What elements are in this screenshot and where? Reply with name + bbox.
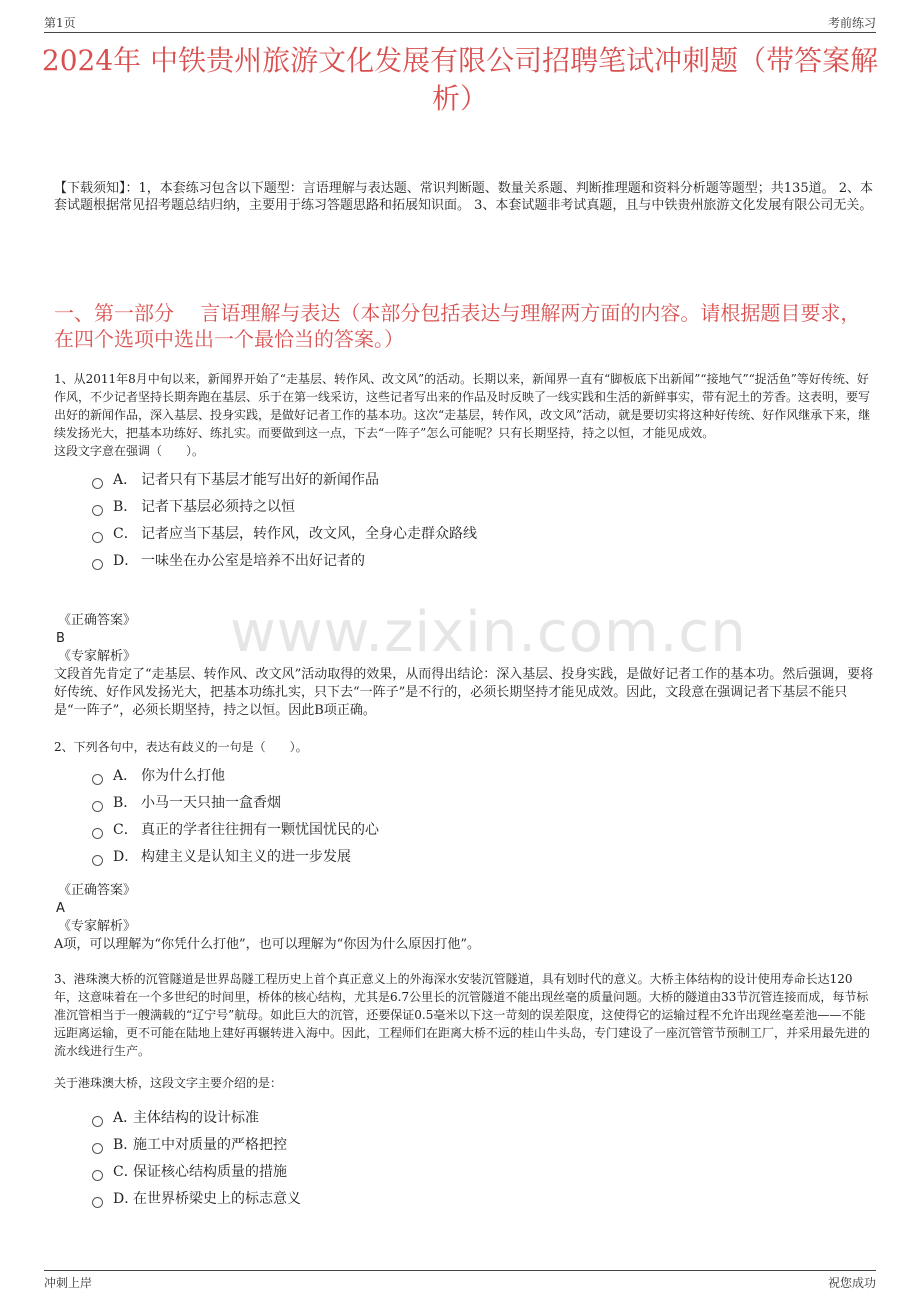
radio-icon[interactable] xyxy=(92,1143,103,1154)
answer-block-2 xyxy=(54,882,874,954)
radio-icon[interactable] xyxy=(92,559,103,570)
option-c[interactable]: C． 保证核心结构质量的措施 xyxy=(92,1158,874,1185)
question-2 xyxy=(54,738,874,870)
analysis-label: 《专家解析》 xyxy=(58,649,137,664)
page-number: 第1页 xyxy=(44,16,76,30)
option-c[interactable]: C． 真正的学者往往拥有一颗忧国忧民的心 xyxy=(92,816,874,843)
option-b[interactable]: B． 施工中对质量的严格把控 xyxy=(92,1131,874,1158)
download-notice: 【下载须知】：1，本套练习包含以下题型：言语理解与表达题、常识判断题、数量关系题、判断推理题和资料分析题等题型；共135道。 2、本套试题根据常见招考题总结归纳，主要用于练习答题思路和拓展知识面。 3、本套试题非考试真题，且与中铁贵州旅游文化发展有限公司无关。 xyxy=(54,181,873,213)
question-prompt: 这段文字意在强调（ ）。 xyxy=(54,444,205,458)
option-a[interactable]: A． 记者只有下基层才能写出好的新闻作品 xyxy=(92,466,874,493)
question-stem: 3、港珠澳大桥的沉管隧道是世界岛隧工程历史上首个真正意义上的外海深水安装沉管隧道，具有划时代的意义。大桥主体结构的设计使用寿命长达120年，这意味着在一个多世纪的时间里，桥体的核心结构，尤其是6.7公里长的沉管隧道不能出现丝毫的质量问题。大桥的隧道由33节沉管连接而成，每节标准沉管相当于一艘满载的“辽宁号”航母。如此巨大的沉管，还要保证0.5毫米以下这一苛刻的误差限度，这使得它的运输过程不允许出现丝毫差池——不能远距离运输，更不可能在陆地上建好再辗转进入海中。因此，工程师们在距离大桥不远的桂山牛头岛，专门建设了一座沉管管节预制工厂，并采用最先进的流水线进行生产。 xyxy=(54,972,871,1058)
footer-right: 祝您成功 xyxy=(827,1276,876,1290)
question-stem: 2、下列各句中，表达有歧义的一句是（ ）。 xyxy=(54,740,308,754)
answer-block-1 xyxy=(54,612,874,720)
option-list xyxy=(92,762,874,870)
analysis-text: 文段首先肯定了“走基层、转作风、改文风”活动取得的效果，从而得出结论：深入基层、投身实践，是做好记者工作的基本功。然后强调，要将好传统、好作风发扬光大，把基本功练扎实，只下去“一阵子”是不行的，必须长期坚持才能见成效。因此，文段意在强调记者下基层不能只是“一阵子”，必须长期坚持，持之以恒。因此B项正确。 xyxy=(54,667,874,718)
question-3 xyxy=(54,970,874,1212)
option-a[interactable]: A． 你为什么打他 xyxy=(92,762,874,789)
footer-left: 冲刺上岸 xyxy=(44,1276,93,1290)
header-tag: 考前练习 xyxy=(827,16,876,30)
analysis-text: A项，可以理解为“你凭什么打他”，也可以理解为“你因为什么原因打他”。 xyxy=(54,937,480,952)
radio-icon[interactable] xyxy=(92,532,103,543)
option-d[interactable]: D． 构建主义是认知主义的进一步发展 xyxy=(92,843,874,870)
radio-icon[interactable] xyxy=(92,1170,103,1181)
option-b[interactable]: B． 小马一天只抽一盒香烟 xyxy=(92,789,874,816)
answer-label: 《正确答案》 xyxy=(58,613,137,628)
page-footer xyxy=(44,1270,876,1291)
answer-value: A xyxy=(56,901,65,916)
option-d[interactable]: D． 一味坐在办公室是培养不出好记者的 xyxy=(92,547,874,574)
answer-label: 《正确答案》 xyxy=(58,883,137,898)
question-stem: 1、从2011年8月中旬以来，新闻界开始了“走基层、转作风、改文风”的活动。长期以来，新闻界一直有“脚板底下出新闻”“接地气”“捉活鱼”等好传统、好作风，不少记者坚持长期奔跑在基层、乐于在第一线采访，这些记者写出来的作品及时反映了一线实践和生活的新鲜事实，带有泥土的芳香。这表明，要写出好的新闻作品，深入基层、投身实践，是做好记者工作的基本功。这次“走基层，转作风，改文风”活动，就是要切实将这种好传统、好作风继承下来，继续发扬光大，把基本功练好、练扎实。而要做到这一点，下去“一阵子”怎么可能呢？只有长期坚持，持之以恒，才能见成效。 xyxy=(54,372,871,440)
question-1 xyxy=(54,370,874,574)
section-heading: 一、第一部分 言语理解与表达（本部分包括表达与理解两方面的内容。请根据题目要求，在四个选项中选出一个最恰当的答案。） xyxy=(54,301,861,351)
option-b[interactable]: B． 记者下基层必须持之以恒 xyxy=(92,493,874,520)
document-title: 2024年 中铁贵州旅游文化发展有限公司招聘笔试冲刺题（带答案解析） xyxy=(41,44,879,115)
radio-icon[interactable] xyxy=(92,855,103,866)
radio-icon[interactable] xyxy=(92,478,103,489)
analysis-label: 《专家解析》 xyxy=(58,919,137,934)
option-d[interactable]: D． 在世界桥梁史上的标志意义 xyxy=(92,1185,874,1212)
radio-icon[interactable] xyxy=(92,1197,103,1208)
option-list xyxy=(92,1104,874,1212)
option-list xyxy=(92,466,874,574)
answer-value: B xyxy=(56,631,65,646)
option-a[interactable]: A． 主体结构的设计标准 xyxy=(92,1104,874,1131)
radio-icon[interactable] xyxy=(92,1116,103,1127)
question-prompt: 关于港珠澳大桥，这段文字主要介绍的是： xyxy=(54,1076,283,1090)
radio-icon[interactable] xyxy=(92,774,103,785)
radio-icon[interactable] xyxy=(92,828,103,839)
radio-icon[interactable] xyxy=(92,505,103,516)
option-c[interactable]: C． 记者应当下基层，转作风，改文风，全身心走群众路线 xyxy=(92,520,874,547)
radio-icon[interactable] xyxy=(92,801,103,812)
watermark: www.zixin.com.cn xyxy=(230,600,747,665)
page-header xyxy=(44,12,876,33)
